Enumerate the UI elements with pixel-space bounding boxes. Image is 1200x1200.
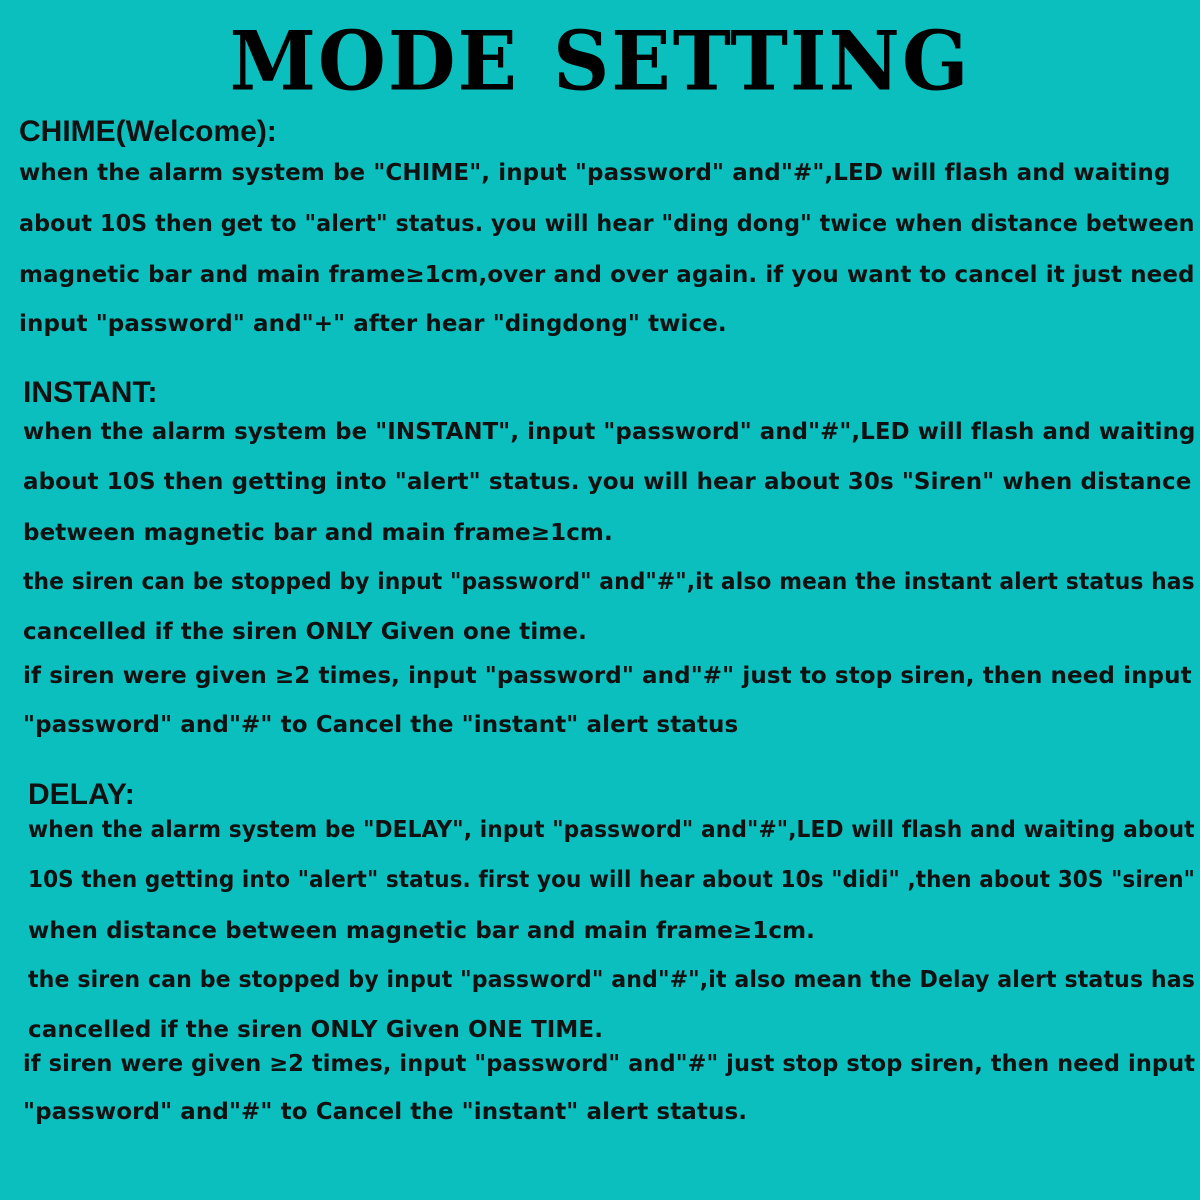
chime-line-3: magnetic bar and main frame≥1cm,over and over again. if you want to cancel it just need xyxy=(19,262,1195,288)
instant-line-7: "password" and"#" to Cancel the "instant" alert status xyxy=(23,712,739,738)
chime-line-4: input "password" and"+" after hear "dingdong" twice. xyxy=(19,311,727,337)
delay-line-3: when distance between magnetic bar and main frame≥1cm. xyxy=(28,918,815,944)
chime-line-1: when the alarm system be "CHIME", input "password" and"#",LED will flash and waiting xyxy=(19,160,1171,186)
instant-line-4: the siren can be stopped by input "password" and"#",it also mean the instant alert status has xyxy=(23,569,1195,595)
delay-line-2: 10S then getting into "alert" status. first you will hear about 10s "didi" ,then about 30S "siren" xyxy=(28,867,1195,893)
chime-line-2: about 10S then get to "alert" status. you will hear "ding dong" twice when distance between xyxy=(19,211,1195,237)
delay-line-5: cancelled if the siren ONLY Given ONE TIME. xyxy=(28,1017,604,1043)
instant-line-3: between magnetic bar and main frame≥1cm. xyxy=(23,520,613,546)
delay-line-4: the siren can be stopped by input "password" and"#",it also mean the Delay alert status has xyxy=(28,967,1195,993)
delay-line-1: when the alarm system be "DELAY", input "password" and"#",LED will flash and waiting about xyxy=(28,817,1195,843)
chime-heading: CHIME(Welcome): xyxy=(19,115,277,148)
instant-line-1: when the alarm system be "INSTANT", input "password" and"#",LED will flash and waiting xyxy=(23,419,1196,445)
instant-line-6: if siren were given ≥2 times, input "password" and"#" just to stop siren, then need input xyxy=(23,663,1192,689)
instant-heading: INSTANT: xyxy=(23,376,158,409)
title-word-mode: MODE xyxy=(229,13,519,110)
page-title xyxy=(0,12,1200,113)
delay-heading: DELAY: xyxy=(28,778,135,811)
title-word-setting: SETTING xyxy=(552,13,971,110)
delay-line-6: if siren were given ≥2 times, input "password" and"#" just stop stop siren, then need input xyxy=(23,1051,1196,1077)
instant-line-2: about 10S then getting into "alert" status. you will hear about 30s "Siren" when distance xyxy=(23,469,1192,495)
delay-line-7: "password" and"#" to Cancel the "instant" alert status. xyxy=(23,1099,748,1125)
instant-line-5: cancelled if the siren ONLY Given one time. xyxy=(23,619,587,645)
